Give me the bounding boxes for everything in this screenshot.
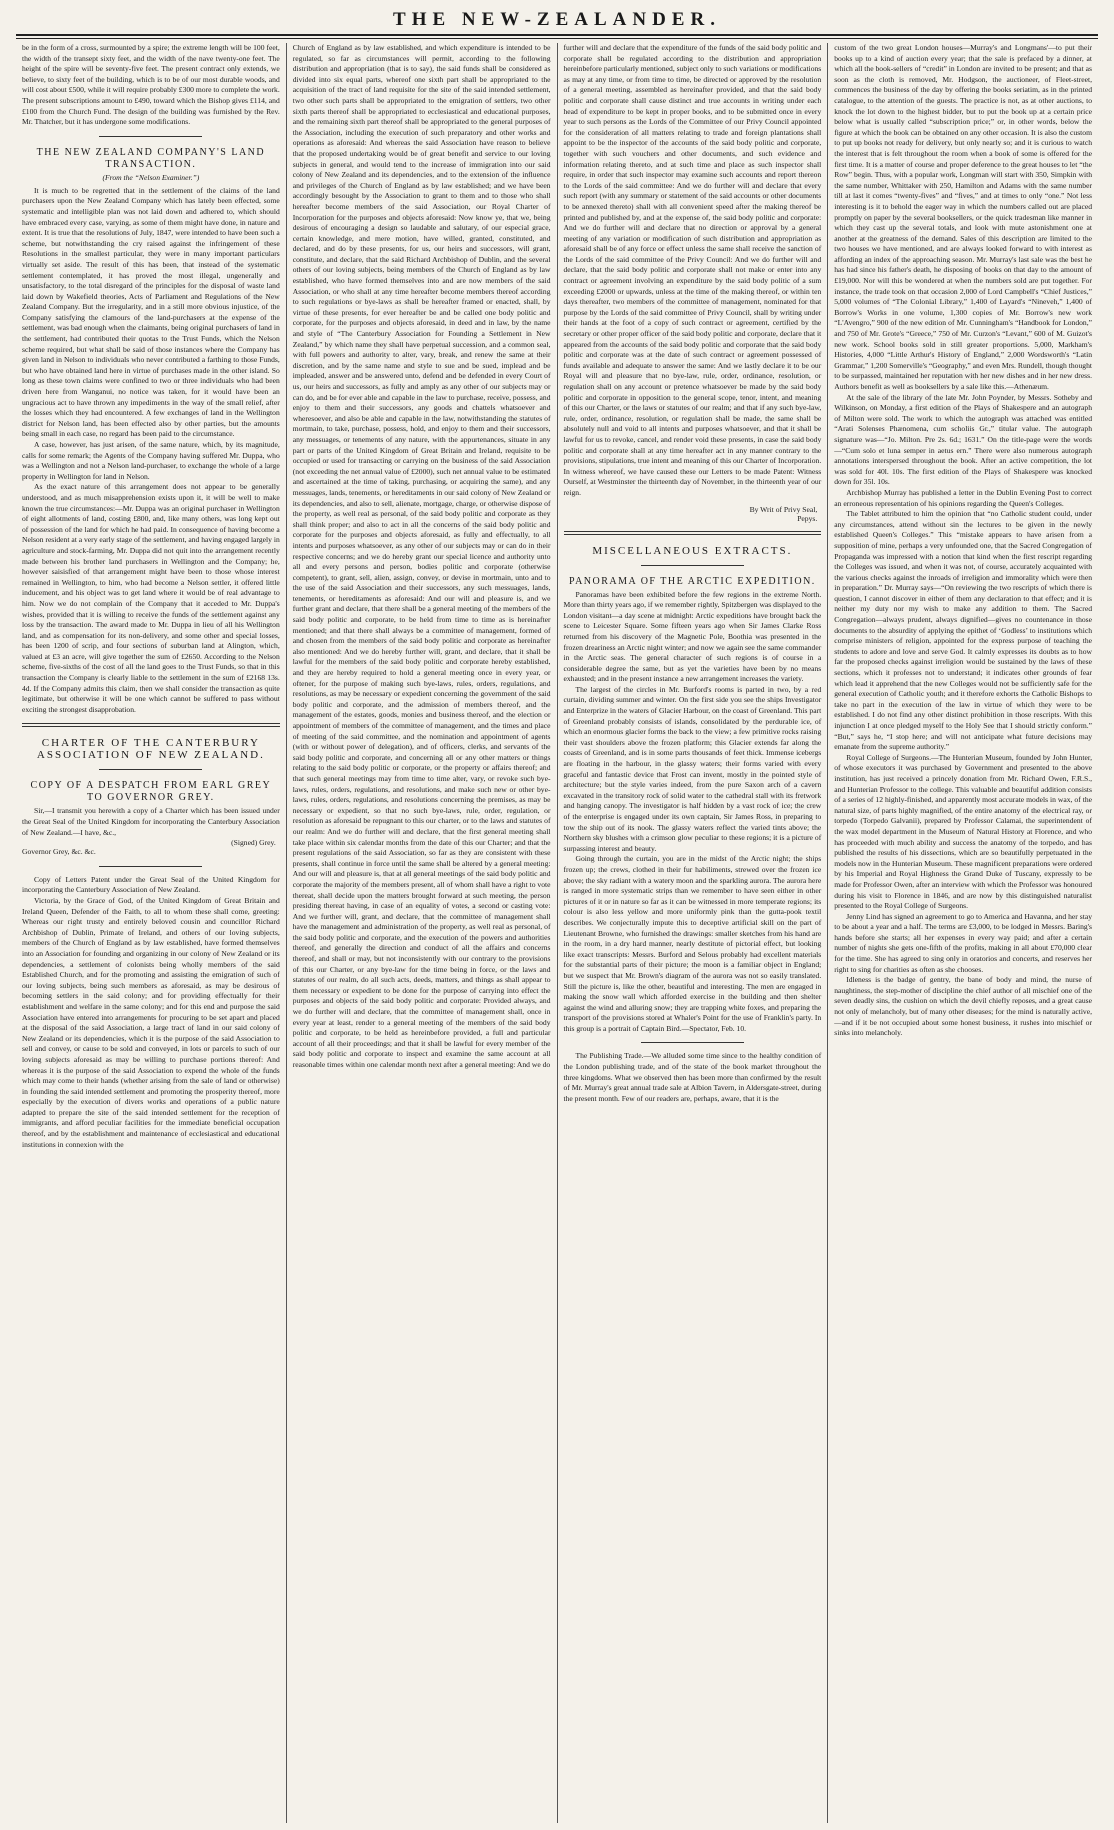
paragraph: Victoria, by the Grace of God, of the United Kingdom of Great Britain and Ireland Queen, Defender of the Faith, to all to whom these shall come, greeting: Whereas our right trusty and entirely beloved cousin and councillor Richard Archbishop of Dublin, Primate of Ireland, and others of our loving subjects, members of the Church of England as by law established, have formed themselves into an Association for founding and organizing in our colony of New Zealand or its dependencies, a settlement of colonists being wholly members of the said Established Church, and for the promoting and assisting the emigration of such of our loving subjects, being such members as aforesaid, as may be desirous of becoming settlers in the said colony; and for providing effectually for their establishment and welfare in the same colony; and for this end and purpose the said Association have entered into arrangements for procuring to be set apart and placed at the disposal of the said Association, a large tract of land in our said colony of New Zealand or its dependencies, which it is the purpose of the said Association to sell and convey, or cause to be sold and conveyed, in lots or parcels to such of our loving subjects aforesaid as may be willing to purchase portions thereof: And whereas it is the purpose of the said Association to expend the whole of the funds which may come to their hands (whether arising from the sale of land or otherwise) in founding the said intended settlement and promoting the prosperity thereof, more especially by the execution of divers works and operations of a public nature adapted to prepare the site of the said intended settlement for the reception of immigrants, and afford peculiar facilities for the immediate beneficial occupation thereof, and by the establishment and maintenance of ecclesiastical and educational institutions in connexion with the: [22, 896, 280, 1149]
signature: By Writ of Privy Seal,: [749, 504, 818, 514]
paragraph: Copy of Letters Patent under the Great Seal of the United Kingdom for incorporating the Canterbury Association of New Zealand.: [22, 874, 280, 895]
paragraph: It is much to be regretted that in the settlement of the claims of the land purchasers upon the New Zealand Company which has lately been effected, some systematic and intelligible plan was not laid down and adhered to, which should have embraced every case, varying, as some of them might have done, in nature and extent. It is true that the resolutions of July, 1847, were intended to have been such a scheme, but notwithstanding the cry raised against the infringement of these Resolutions in the smallest particular, they were in many important particulars virtually set aside. The result of this has been, that instead of the systematic settlement contemplated, it has proved the most illegal, ungenerally and unsatisfactory, to the total disregard of the principles for the disposal of waste land laid down by Wakefield theories, Acts of Parliament and Regulations of the New Zealand Company. But the irregularity, and in a still more obvious injustice, of the Company satisfying the clamours of the land-purchasers at the expense of the settlement, was bad enough when the claimants, being original purchasers of land in the settlement, had contributed their quotas to the Trust Funds, which the Nelson scheme required, but what shall be said of those instances where the Company has given land in Nelson to individuals who never contributed a farthing to those Funds, but who have obtained land here in virtue of purchases made in the other island. So long as these town claims were confined to two or three individuals who had been driven here from Wanganui, no notice was taken, for it would have been an ungracious act to have thrown any impediments in the way of the small relief, after the losses which they had encountered. A few exchanges of land in the Wellington district for Nelson land, has been effected also by other parties, but the amounts being small in each case, no regard has been paid to the circumstance.: [22, 185, 280, 439]
separator: [99, 769, 202, 770]
paragraph: Idleness is the badge of gentry, the bane of body and mind, the nurse of naughtiness, the step-mother of discipline the chief author of all mischief one of the seven deadly sins, the cushion on which the devil chiefly reposes, and a great cause not only of melancholy, but of many other diseases; for the mind is naturally active,—and if it be not occupied about some honest business, it rushes into mischief or sinks into melancholy.: [834, 975, 1092, 1038]
paragraph: custom of the two great London houses—Murray's and Longmans'—to put their books up to a kind of auction every year; that the sale is prefaced by a dinner, at which all the book-sellers of “credit” in London are invited to be present; and that as soon as the cloth is removed, Mr. Hodgson, the auctioneer, of Fleet-street, commences the business of the day by offering the books seriatim, as in the printed catalogue, to the attention of the guests. The practice is not, as at other auctions, to knock the lot down to the highest bidder, but to put the book up at a certain price below what is usually called “subscription price;” or, in other words, below the figure at which the book can be obtained on any other occasion. It is also the custom to put up books not ready for delivery, but only nearly so; and it is curious to watch the interest that is felt throughout the room when a book of some is offered for the first time. It is a matter of course and proper deference to the great houses to let “the Row” begin. Thus, with a popular work, Longman will start with 350, Simpkin with the same number, Whittaker with 250, Hamilton and Adams with the same number till at last it comes “twenty-fives” and “fives,” and at times to only “one.” Not less interesting is it to behold the eager way in which the numbers called out are placed promptly on paper by the several booksellers, or the quick tradesman like manner in which they cast up the several totals, and look with mute astonishment one at another at the greatness of the demand. Sales of this description are limited to the two houses we have mentioned, and are always looked forward to with interest as affording an index of the approaching season. Mr. Murray's last sale was the best he has had since his father's death, he disposing of books on that day to the amount of £19,000. Nor will this be wondered at when the numbers sold are put together. For instance, the trade took on that occasion 2,000 of Lord Campbell's “Chief Justices,” 5,000 volumes of “The Colonial Library,” 1,400 of Layard's “Nineveh,” 1,400 of Borrow's Works in one volume, 1,300 copies of Mr. Borrow's new work “L'Avengro,” 900 of the new edition of Mr. Cunningham's “Handbook for London,” and 750 of Mr. Grote's “Greece,” 750 of Mr. Curzon's “Levant,” 600 of M. Guizot's new work. School books sold in still greater proportions. 5,000, Markham's Histories, 4,000 “Little Arthur's History of England,” 2,000 Wordsworth's “Latin Grammar,” 1,200 Somerville's “Geography,” and even Mrs. Rundell, though thought to be surpassed, maintained her reputation with her new dishes and in her new dress. Authors benefit as well as booksellers by a sale like this.—Athenæum.: [834, 43, 1092, 391]
paragraph: Panoramas have been exhibited before the few regions in the extreme North. More than thirty years ago, if we remember rightly, Spitzbergen was displayed to the London visitant—a day scene at midnight: Arctic expeditions have brought back the scene to Leicester Square. Some fifteen years ago when Sir James Clarke Ross returned from his discovery of the Magnetic Pole, Boothia was presented in the frozen dreariness an Arctic night winter; and now we again see the same commander in the Arctic seas. The general character of such regions is of course in a considerable degree the same, but as yet the varieties have been by no means exhausted; and in the present instance a new arrangement increases the variety.: [563, 589, 822, 684]
intro-paragraph: be in the form of a cross, surmounted by a spire; the extreme length will be 100 feet, the width of the transept sixty feet, and the width of the nave twenty-one feet. The height of the spire will be seventy-five feet. The present contract only extends, we believe, to sixty feet of the building, which is to be of our most durable woods, and will cost about £500, while it will require probably £300 more to complete the work. The present subscriptions amount to £490, toward which the Bishop gives £114, and £100 from the Church Fund. The design of the building was furnished by the Rev. Mr. Thatcher, but it has undergone some modifications.: [22, 43, 280, 127]
paragraph: The Publishing Trade.—We alluded some time since to the healthy condition of the London publishing trade, and of the state of the book market throughout the three kingdoms. What we observed then has been more than confirmed by the result of Mr. Murray's great annual trade sale at Albion Tavern, in Aldersgate-street, during the present month. Few of our readers are, perhaps, aware, that it is the: [563, 1051, 822, 1103]
section-title: MISCELLANEOUS EXTRACTS.: [592, 544, 793, 557]
separator: [99, 866, 202, 867]
paragraph: Jenny Lind has signed an agreement to go to America and Havanna, and her stay to be about a year and a half. The terms are £3,000, to be lodged in Messrs. Baring's hands before she starts; all her expenses in every way paid; and after a certain number of nights she gets one-fifth of the profits, making in all about £70,000 clear for the time. She has agreed to sing only in oratorios and concerts, and reserves her right to sing for charities as often as she chooses.: [834, 911, 1092, 974]
signature-name: Pepys.: [797, 513, 818, 523]
paragraph: Royal College of Surgeons.—The Hunterian Museum, founded by John Hunter, of whose executors it was purchased by Government and presented to the above institution, has just received a princely donation from Mr. Richard Owen, F.R.S., and Hunterian Professor to the college. This valuable and beautiful addition consists of a series of 12 highly-finished, and apparently most accurate models in wax, of the natural size, of parts highly magnified, of the entire anatomy of the electrical ray, or torpedo (Torpedo Galvanii), prepared by Professor Calamai, the superintendent of the wax model department in the Museum of Natural History at Florence, and who has proceeded with much ability and success the anatomy of the torpedo, and has published the results of his dissections, which are so beautifully perpetuated in the models now in the Hunterian Museum. These magnificent preparations were ordered by his Imperial and Royal Highness the Grand Duke of Tuscany, expressly to be made for Professor Owen, after an interview with which the Professor was honoured during his visit to Florence in 1846, and are now by this distinguished naturalist presented to the Royal College of Surgeons.: [834, 752, 1093, 911]
separator: [641, 565, 744, 566]
paragraph: As the exact nature of this arrangement does not appear to be generally understood, and as much misapprehension exists upon it, it will be well to make known the true circumstances:—Mr. Duppa was an original purchaser in Wellington of eight allotments of land, costing £800, and, like many others, was long kept out of possession of the land for which he had paid. In consequence of having become a Nelson resident at a very early stage of the settlement, and having engaged largely in agriculture and stock-farming, Mr. Duppa did not quit into the arrangement recently made between his brother land purchasers in Wellington and the Company; he, however saisisfied of that arrangement might have been to those whose interest remained in Wellington, to him, who had become a Nelson settler, it offered little inducement, and his object was to get land where it would be of real advantage to him. Now we do not complain of the Company that it acceded to Mr. Duppa's wishes, provided that it is willing to receive the funds of the settlement against any loss by the transaction. The award made to Mr. Duppa in lieu of all his Wellington land, and as compensation for its non-delivery, and some other and special losses, has been 1200 of scrip, and four sections of suburban land at Alington, which, valued at £3 an acre, will give together the sum of £2650. According to the Nelson scheme, five-sixths of the cost of all the land goes to the Trust Funds, so that in this transaction the Company is clearly liable to the settlement in the sum of £2168 13s. 4d. If the Company admits this claim, then we shall consider the transaction as quite legitimate, but otherwise it will be one which cannot be suffered to pass without exciting the strongest disapprobation.: [22, 482, 280, 714]
addressee: Governor Grey, &c. &c.: [22, 847, 96, 857]
separator: [641, 1042, 744, 1043]
paragraph: A case, however, has just arisen, of the same nature, which, by its magnitude, calls for some remark; the Agents of the Company having suffered Mr. Duppa, who was a Wellington and not a Nelson land-purchaser, to exchange the whole of a large property in Wellington for land in Nelson.: [22, 440, 280, 481]
article-title: THE NEW ZEALAND COMPANY'S LAND TRANSACTION.: [36, 146, 266, 170]
column-2: [287, 43, 558, 1823]
paragraph: Church of England as by law established, and which expenditure is intended to be regulated, so far as circumstances will permit, according to the following distribution and appropriation (that is to say), the said funds shall be considered as divided into six equal parts, whereof one sixth part shall be appropriated to the acquisition of the tract of land requisite for the site of the said intended settlement, two other such parts shall be appropriated to the emigration of settlers, two other sixth parts thereof shall be appropriated to ecclesiastical and educational purposes, and the remaining sixth part thereof shall be appropriated to the general purposes of the Association, including the execution of such preparatory and other works and operations as aforesaid: And whereas the said Association have reason to believe that the proposed undertaking would be of great benefit and service to our loving subjects in general, and would tend to the increase of immigration into our said colony of New Zealand and its dependencies, and to the extension of the influence and privileges of the Church of England as by law established; and we have been accordingly besought by the Association to grant to them and to those who shall hereafter become members of the said Association, our Royal Charter of Incorporation for the purposes and objects aforesaid: Now know ye, that we, being desirous of encouraging a design so laudable and salutary, of our especial grace, certain knowledge, and mere motion, have willed, granted, constituted, and declared, and do by these presents, for us, our heirs and successors, will grant, constitute, and declare, that the said Richard Archbishop of Dublin, and the several others of our loving subjects, being members of the Church of England as by law established, who have formed themselves into and are now members of the said Association, or who shall at any time hereafter become members thereof according to such regulations or bye-laws as shall be hereafter framed or enacted, shall, by virtue of these presents, for ever hereafter be and be called one body politic and corporate, for the purposes and objects aforesaid, in deed and in law, by the name and style of “The Canterbury Association for Founding a Settlement in New Zealand,” by which name they shall have perpetual succession, and a common seal, with full powers and authority to alter, vary, break, and renew the same at their discretion, and by the same name and style to sue and be sued, implead and be impleaded, answer and be answered unto, defend and be defended in every Court of us, our heirs and successors, as fully and amply as any other of our subjects may or can do, and be for ever able and capable in the law to purchase, receive, possess, and enjoy to them and their successors, any goods and chattels whatsoever and wheresoever, and also be able and capable in the law, notwithstanding the statutes of mortmain, to take, purchase, possess, hold, and enjoy to them and their successors, any messuages, or tenements of any nature, with the appurtenances, situate in any part or parts of the United Kingdom of Great Britain and Ireland, requisite to be occupied or used for transacting or carrying on the business of the said Association (not exceeding the net annual value of £2000), such net annual value to be estimated and ascertained at the time of taking, purchasing, or acquiring the same), and any messuages, lands, tenements, or hereditaments in our said colony of New Zealand or its dependencies, and also to sell, alienate, mortgage, charge, or otherwise dispose of the property, as well real as personal, of the said body politic and corporate as they shall think proper; and also to act in all the concerns of the said body politic and corporate for the purposes and objects aforesaid, as fully and effectually, to all intents and purposes whatsoever, as any other of our subjects may or can do in their respective concerns; and we do hereby grant our special licence and authority unto all and every persons and person, bodies politic and corporate (otherwise competent), to grant, sell, alien, assign, convey, or devise in mortmain, unto and to the use of the said Association and their successors, any such messuages, lands, tenements, or hereditaments as aforesaid: And our will and pleasure is, and we further grant and declare, that there shall be a general meeting of the members of the said body politic and corporate, to be held from time to time as is hereinafter mentioned; and that there shall always be a committee of management, formed of and chosen from the members of the said body politic and corporate as hereinafter also mentioned: And we do hereby further will, grant, and declare, that it shall be lawful for the members of the said body politic and corporate hereby established, and they are hereby required to hold a general meeting once in every year, or oftener, for the purpose of making such bye-laws, rules, orders, regulations, and resolutions, as may be necessary or expedient concerning the government of the said body politic and corporate, and the admission of members thereof, and the management of the estates, goods, monies and business thereof, and the election or appointment of members of the committee of management, and the times and place of meeting of the said committee, and the nomination and appointment of agents (with or without power of delegation), and of officers, clerks, and servants of the said body politic and corporate, and concerning all or any other matters or things relating to the said body politic or corporate, or the property or affairs thereof; and that such general meetings may from time to time alter, vary, or revoke such bye-laws, rules, orders, regulations, and resolutions, and make such new or other bye-laws, rules, orders, regulations, and resolutions concerning the premises, as may be necessary or expedient, so that no such bye-laws, rule, order, regulation, or resolution as aforesaid be repugnant to this our charter, or to the laws and statutes of our realm: And we do further will and declare, that the first general meeting shall take place within six calendar months from the date of this our Charter; and that the present regulations of the said Association, so far as they are consistent with these presents, shall continue in force until the same shall be altered by a general meeting: And our will and pleasure is, that at all general meetings of the said body politic and corporate the majority of the members present, all of whom shall have a right to vote thereat, shall decide upon the matters brought forward at such meeting, the person presiding thereat having, in case of an equality of votes, a second or casting vote: And we further will, grant, and declare, that the committee of management shall have the management and administration of the property, as well real as personal, of the said body politic and corporate, and the execution of the powers and authorities thereof, and generally the direction and conduct of all the affairs and concerns thereof, and shall or may, but not inconsistently with our contrary to the provisions of this our Charter, or any bye-law for the time being in force, or the laws and statutes of our realm, do all such acts, deeds, matters, and things as shall appear to them necessary or expedient to be done for the purpose of carrying into effect the purposes and objects of the said body politic and corporate: Provided always, and we do further will and declare, that the committee of management shall, once in every year at least, render to a general meeting of the members of the said body politic and corporate, to be held as hereinbefore provided, a full and particular account of all their proceedings; and that it shall be lawful for every member of the said body politic and corporate to inspect and examine the same account at all reasonable times within one calendar month next after a general meeting: And we do: [292, 43, 551, 1069]
paragraph: At the sale of the library of the late Mr. John Poynder, by Messrs. Sotheby and Wilkinson, on Monday, a first edition of the Plays of Shakespere and an autograph of Milton were sold. The work to which the autograph was attached was entitled “Arati Solenses Phænomena, cum scholiis Gr.,” titular value. The autograph signature was—“Jo. Milton. Pre 2s. 6d.; 1631.” On the title-page were the words—“Cum solo et luna semper in aetus ern.” There were also numerous autograph annotations interspersed throughout the book. After an active competition, the lot was sold for 40l. 10s. The first edition of the Plays of Shakespere was knocked down for 35l. 10s.: [834, 392, 1092, 487]
paragraph: The largest of the circles in Mr. Burford's rooms is parted in two, by a red curtain, dividing summer and winter. On the first side you see the ships Investigator and Enterprize in the waters of Glacier Harbour, on the coast of Greenland. This part of Greenland probably consists of islands, consolidated by the perdurable ice, of which an enormous glacier forms the back to the view; a few primitive rocks raising their vast shoulders above the frozen platform; this Glacier extends far along the coasts of Greenland, and is in some parts thousands of feet thick. Immense icebergs are floating in the harbour, in the glassy waters; their forms varied with every graceful and fantastic device that Frost can invent, mostly in the pointed style of architecture; but the style varies indeed, from the pure Saxon arch of a cavern excavated in the transitory rock of solid water to the cathedral stall with its fretwork and hanging canopy. The investigator is half hidden by a vast rock of ice; the crew of the enterprise is engaged under its own captain, Sir James Ross, in preparing to tow the ship out of its nook. The glassy waters reflect the varied tints above; the Northern sky blushes with a crimson glow peculiar to these regions; it is a picture of surpassing interest and beauty.: [563, 684, 822, 853]
separator: [99, 136, 202, 137]
paragraph: The Tablet attributed to him the opinion that “no Catholic student could, under any circumstances, attend without sin the lectures to be given in the newly established Queen's Colleges.” This “mistake appears to have arisen from a supposition of mine, perhaps a very unfounded one, that the Sacred Congregation of Propaganda was impressed with a notion that kind when the first rescript regarding the Colleges was issued, and when it was not, of course, accurately acquainted with the various checks against the inroads of irreligion and immorality which were then in preparation.” Dr. Murray says—“On reviewing the two rescripts of which there is question, I cannot discover in either of them any declaration to that effect; and it is neither my duty nor my wish to make any addition to them. The Sacred Congregation—always prudent, always dignified—gives no countenance in those documents to the absurdity of applying the epithet of ‘Godless’ to institutions which comprise ministers of religion, appointed for the express purpose of teaching the students to adore and love and serve God. It calmly expresses its doubts as to how far the proposed checks against irreligion would be sustained by the laws of these sections, which it professes not to understand; it indicates other grounds of fear which lead it apprehend that the new Colleges would not be sufficiently safe for the general execution of Catholic youth; and it therefore exhorts the Catholic Bishops to take no part in the execution of the law in virtue of which they were to be established. I do not find any other distinct prohibition in those rescripts. With this injunction I at once pledged myself to the Holy See that I should strictly conform.” “But,” says he, “I stop here; and will not anticipate what future decisions may emanate from the supreme authority.”: [834, 509, 1092, 752]
article-title: PANORAMA OF THE ARCTIC EXPEDITION.: [568, 575, 816, 587]
article-source: (From the “Nelson Examiner.”): [102, 172, 200, 182]
article-subtitle: COPY OF A DESPATCH FROM EARL GREY TO GOVERNOR GREY.: [30, 780, 272, 804]
masthead: THE NEW-ZEALANDER.: [393, 9, 721, 30]
paragraph: Going through the curtain, you are in the midst of the Arctic night; the ships frozen up; the crews, clothed in their fur habiliments, strewed over the frozen ice above; the sky radiant with a watery moon and the sparkling aurora. The aurora here is ranged in more systematic strips than we remember to have seen either in other pictures of it or in nature so far as it can be witnessed in more temperate regions; its colour is also less yellow and more uniformly pink than the gutta-pook textil describes. We conjecturally impute this to deceptive artificial skill on the part of Lieutenant Browne, who furnished the drawings: smaller sketches from his hand are in the room, in a dry hard manner, nearly destitute of pictorial effect, but looking like exact transcripts: Messrs. Burford and Selous probably had excellent materials for the substantial parts of their picture; the moon is a familiar object in England; but we suspect that Mr. Brown's diagram of the aurora was not so easily translated. Still the picture is, like the other, beautiful and interesting. The men are engaged in making the snow wall which afforded exercise in the building and then shelter against the wind and alluring snow; they are trapping white foxes, and preparing the transport of the provisions stored at Whaler's Point for the use of Franklin's party. In this group is a portrait of Captain Bird.—Spectator, Feb. 10.: [563, 854, 822, 1033]
column-3: [558, 43, 829, 1823]
separator: [22, 723, 280, 727]
paragraph: Sir,—I transmit you herewith a copy of a Charter which has been issued under the Great Seal of the United Kingdom for incorporating the Canterbury Association of New Zealand.—I have, &c.,: [22, 806, 280, 837]
column-1: [16, 43, 287, 1823]
column-4: [828, 43, 1098, 1823]
paragraph: Archbishop Murray has published a letter in the Dublin Evening Post to correct an erroneous representation of his opinions regarding the Queen's Colleges.: [834, 487, 1092, 508]
signature: (Signed) Grey.: [231, 838, 276, 848]
paragraph: further will and declare that the expenditure of the funds of the said body politic and corporate shall be regulated according to the distribution and appropriation hereinbefore particularly mentioned, subject only to such variations or modifications as may at any time, or from time to time, be directed or approved by the resolution of a general meeting, assembled as hereinafter provided, and that the said body politic and corporate shall cause distinct and true accounts in writing under each head of expenditure to be kept in proper books, and to be submitted once in every year to such persons as the Lords of the Committee of our Privy Council appointed for the consideration of all matters relating to trade and foreign plantations shall appoint to be the inspector of the accounts of the said body politic and corporate, together with such vouchers and other documents, and such evidence and information relating thereto, and at such time and place as such inspector shall require, in order that such inspector may examine such accounts and report thereon to the Lords of the said committee: And we do further will and declare that every such report (with any summary or statement of the said accounts or other documents to be annexed thereto) shall with all convenient speed after the making thereof be printed and published by, and at the expense of, the said body politic and corporate: And we do further will and declare that no direction or approval by a general meeting of any variation or modification of such distribution and appropriation as aforesaid shall be of any force or effect unless the same shall receive the sanction of the Lords of the said committee of the Privy Council: And we do further will and declare, that the said body politic and corporate shall not make or enter into any contract or agreement involving an expenditure by the said body politic of a sum exceeding £2000 or upwards, unless at the time of the making thereof, or within ten days thereafter, two members of the committee of management, nominated for that purpose by the Lords of the said committee of Privy Council, shall by writing under their hands at the foot of a copy of such contract or agreement, certified by the secretary or other proper officer of the said body politic and corporate, declare that it appeared from the accounts of the said body politic and corporate that the said body politic and corporate was at the date of such contract or agreement possessed of funds available and adequate to answer the same: And we lastly declare it to be our Royal will and pleasure that no bye-law, rule, order, ordinance, resolution, or regulation shall on any account or pretence whatsoever be made by the said body politic and corporate in opposition to the general scope, tenor, intent, and meaning of this our Charter, or the laws or statutes of our realm; and that if any such bye-law, rule, order, ordinance, resolution, or regulation shall be made, the same shall be absolutely null and void to all intents and purposes whatsoever, and that it shall be lawful for us to revoke, cancel, and render void these presents, in case the said body politic and corporate shall at any time hereafter act in any manner contrary to the provisions, stipulations, true intent and meaning of this our Charter of Incorporation. In witness whereof, we have caused these our Letters to be made Patent: Witness Ourself, at Westminster the thirteenth day of November, in the thirteenth year of our reign.: [563, 43, 822, 497]
article-title: CHARTER OF THE CANTERBURY ASSOCIATION OF NEW ZEALAND.: [36, 737, 265, 762]
masthead-rule: [16, 34, 1098, 36]
separator: [564, 531, 822, 535]
columns: [16, 43, 1098, 1823]
masthead-rule-thin: [16, 38, 1098, 39]
